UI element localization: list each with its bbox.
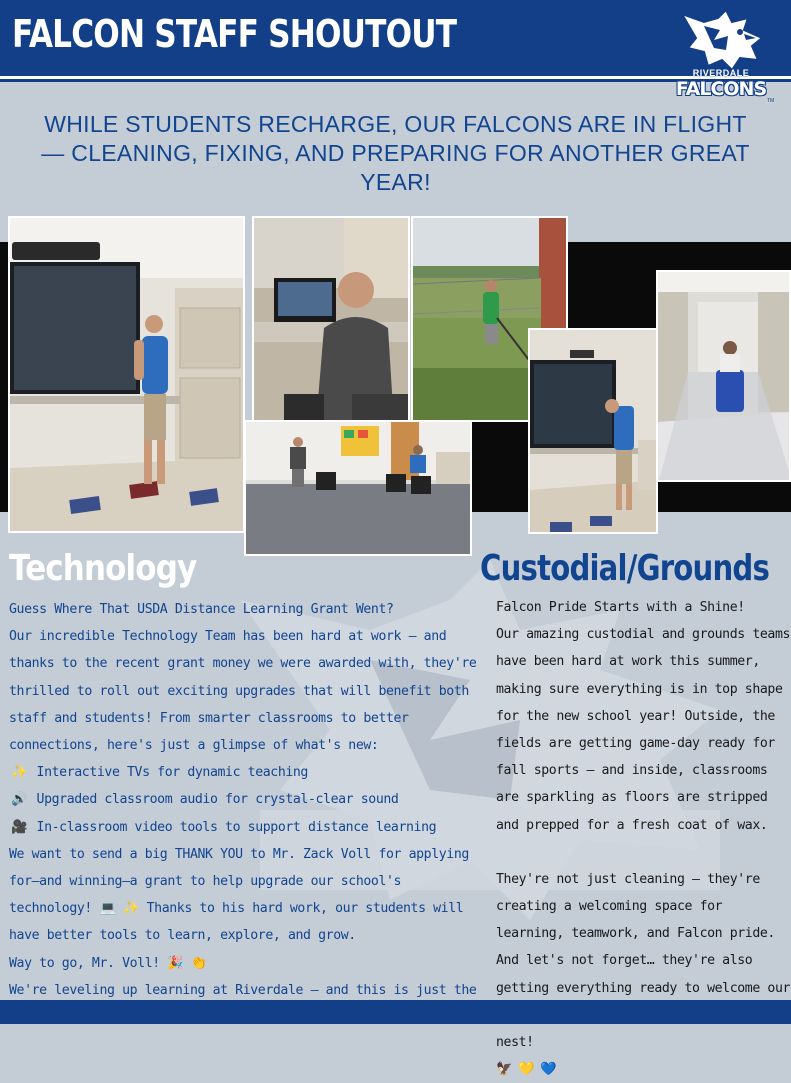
custodial-subtitle: Falcon Pride Starts with a Shine! [496,600,745,615]
technology-closing: We're leveling up learning at Riverdale – and this is just the [9,982,477,998]
list-item-text: In-classroom video tools to support distance learning [36,819,437,835]
logo-trademark: TM [767,98,775,104]
custodial-heading: Custodial/Grounds [480,548,770,589]
photo-classroom-chairs [244,420,472,556]
yellow-heart-icon: 💛 [518,1062,535,1078]
photo-interactive-tv [8,216,245,533]
list-item [9,814,489,841]
technology-thanks [9,841,489,950]
laptop-icon: 💻 [99,901,116,917]
page-title: FALCON STAFF SHOUTOUT [12,12,457,56]
technology-section [9,596,489,1031]
thanks-text-end: Thanks to his hard work, our students will have better tools to learn, explore, and grow. [9,901,464,944]
technology-subtitle: Guess Where That USDA Distance Learning Grant Went? [9,602,394,617]
technology-heading: Technology [9,548,197,589]
technology-way-to-go: Way to go, Mr. Voll! 🎉 👏 [9,955,207,971]
headline: WHILE STUDENTS RECHARGE, OUR FALCONS ARE IN FLIGHT — CLEANING, FIXING, AND PREPARING FOR ANOTHER GREAT YEAR! [41,111,750,195]
technology-intro: Our incredible Technology Team has been hard at work – and thanks to the recent grant money we were awarded with, they're thrilled to roll out exciting upgrades that will benefit both staff and students! From smarter classrooms to better connections, here's just a glimpse of what's new: [9,629,477,754]
photo-computer-desk [252,216,410,422]
movie-camera-icon: 🎥 [10,819,28,835]
falcons-logo [674,8,778,104]
custodial-emoji-row [496,1056,791,1083]
thanks-text: We want to send a big THANK YOU to Mr. Zack Voll for applying for—and winning—a grant to help upgrade our school's technology! [9,846,469,917]
list-item-text: Upgraded classroom audio for crystal-clear sound [36,792,399,808]
clapping-hands-icon: 👏 [190,955,207,971]
header-banner [0,0,791,76]
list-item-text: Interactive TVs for dynamic teaching [36,765,308,781]
falcon-bird-icon: 🦅 [496,1062,513,1078]
photo-hallway-floor-care [656,270,791,482]
footer-bar [0,1000,791,1024]
logo-riverdale: RIVERDALE [692,68,750,78]
speaker-icon: 🔊 [10,792,28,808]
list-item [9,759,489,786]
blue-heart-icon: 💙 [540,1062,557,1078]
sparkles-icon: ✨ [10,765,28,781]
sparkles-icon: ✨ [123,901,140,917]
party-popper-icon: 🎉 [167,955,184,971]
list-item [9,786,489,813]
photo-band-middle [470,420,530,512]
header-divider-lower [0,79,791,82]
custodial-paragraph-1: Our amazing custodial and grounds teams have been hard at work this summer, making sure everything is in top shape for the new school year! Outside, the fields are getting game-day ready for fall sports – and inside, classrooms are sparkling as floors are stripped and prepped for a fresh coat of wax. [496,627,791,833]
logo-falcons: FALCONS [675,78,767,100]
paragraph-gap [496,839,791,866]
photo-tv-mounting [528,328,658,534]
custodial-paragraph-2: They're not just cleaning – they're creating a welcoming space for learning, teamwork, and Falcon pride. And let's not forget… they're also getting everything ready to welcome our nest! [496,871,791,1051]
